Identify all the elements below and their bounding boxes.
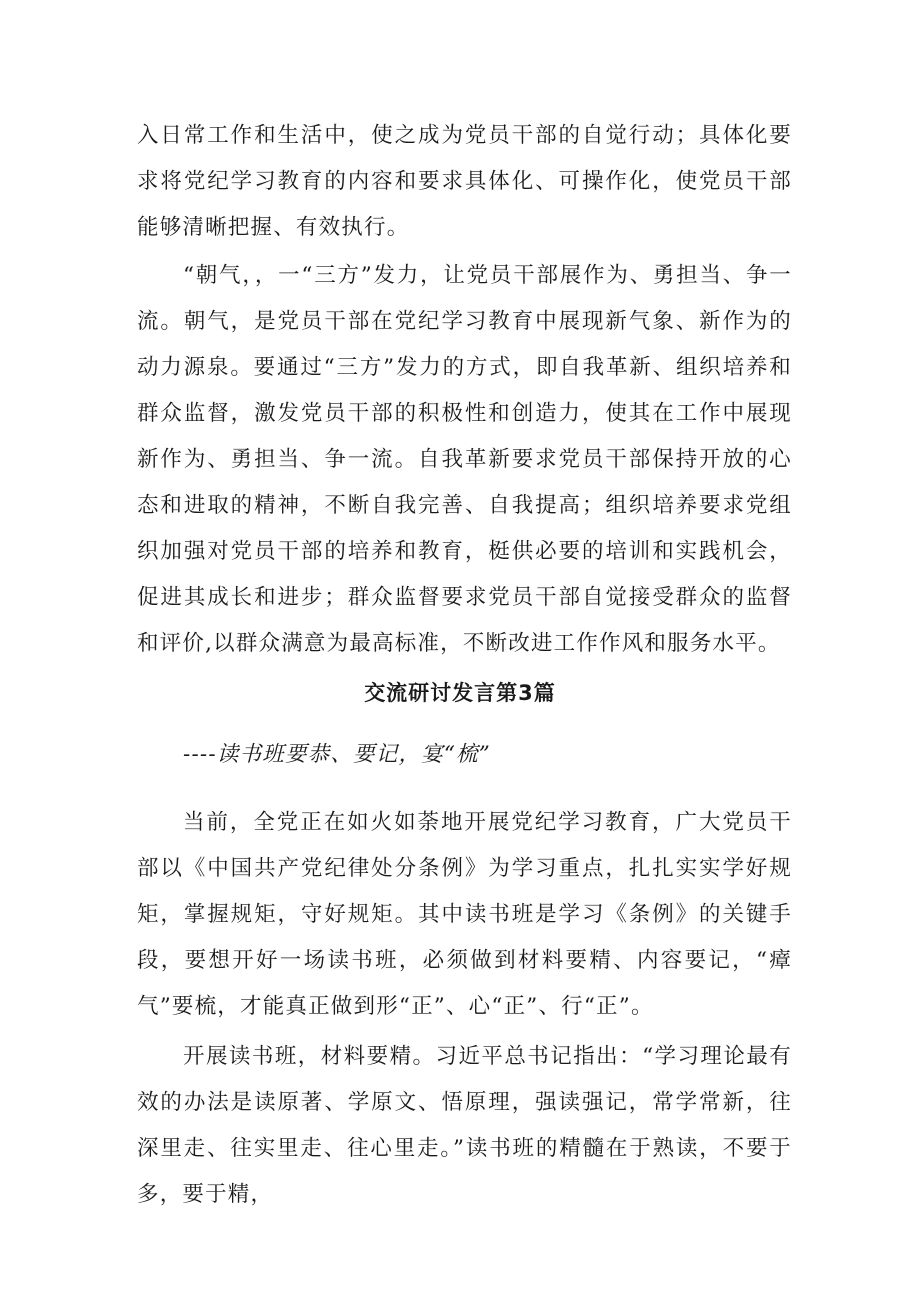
- section-subtitle: ----读书班要恭、要记，宴“梳”: [183, 742, 491, 767]
- paragraph-zhaoqi: “朝气，，一“三方”发力，让党员干部展作为、勇担当、争一流。朝气，是党员干部在党纪学习教育中展现新气象、新作为的动力源泉。要通过“三方”发力的方式，即自我革新、组织培养和群众监督，激发党员干部的积极性和创造力，使其在工作中展现新作为、勇担当、争一流。自我革新要求党员干部保持开放的心态和进取的精神，不断自我完善、自我提高；组织培养要求党组织加强对党员干部的培养和教育，梃供必要的培训和实践机会，促进其成长和进步；群众监督要求党员干部自觉接受群众的监督和评价,以群众满意为最高标准，不断改进工作作风和服务水平。: [137, 263, 792, 656]
- section-title: 交流研讨发言第3篇: [364, 681, 556, 705]
- paragraph-materials: 开展读书班，材料要精。习近平总书记指出：“学习理论最有效的办法是读原著、学原文、悟原理，强读强记，常学常新，往深里走、往实里走、往心里走。”读书班的精髓在于熟读，不要于多，要于精，: [137, 1044, 792, 1207]
- paragraph-intro: 当前，全党正在如火如荼地开展党纪学习教育，广大党员干部以《中国共产党纪律处分条例》为学习重点，扎扎实实学好规矩，掌握规矩，守好规矩。其中读书班是学习《条例》的关键手段，要想开好一场读书班，必须做到材料要精、内容要记，“瘴气”要梳，才能真正做到形“正”、心“正”、行“正”。: [137, 810, 792, 1019]
- paragraph-continued: 入日常工作和生活中，使之成为党员干部的自觉行动；具体化要求将党纪学习教育的内容和要求具体化、可操作化，使党员干部能够清晰把握、有效执行。: [137, 123, 792, 240]
